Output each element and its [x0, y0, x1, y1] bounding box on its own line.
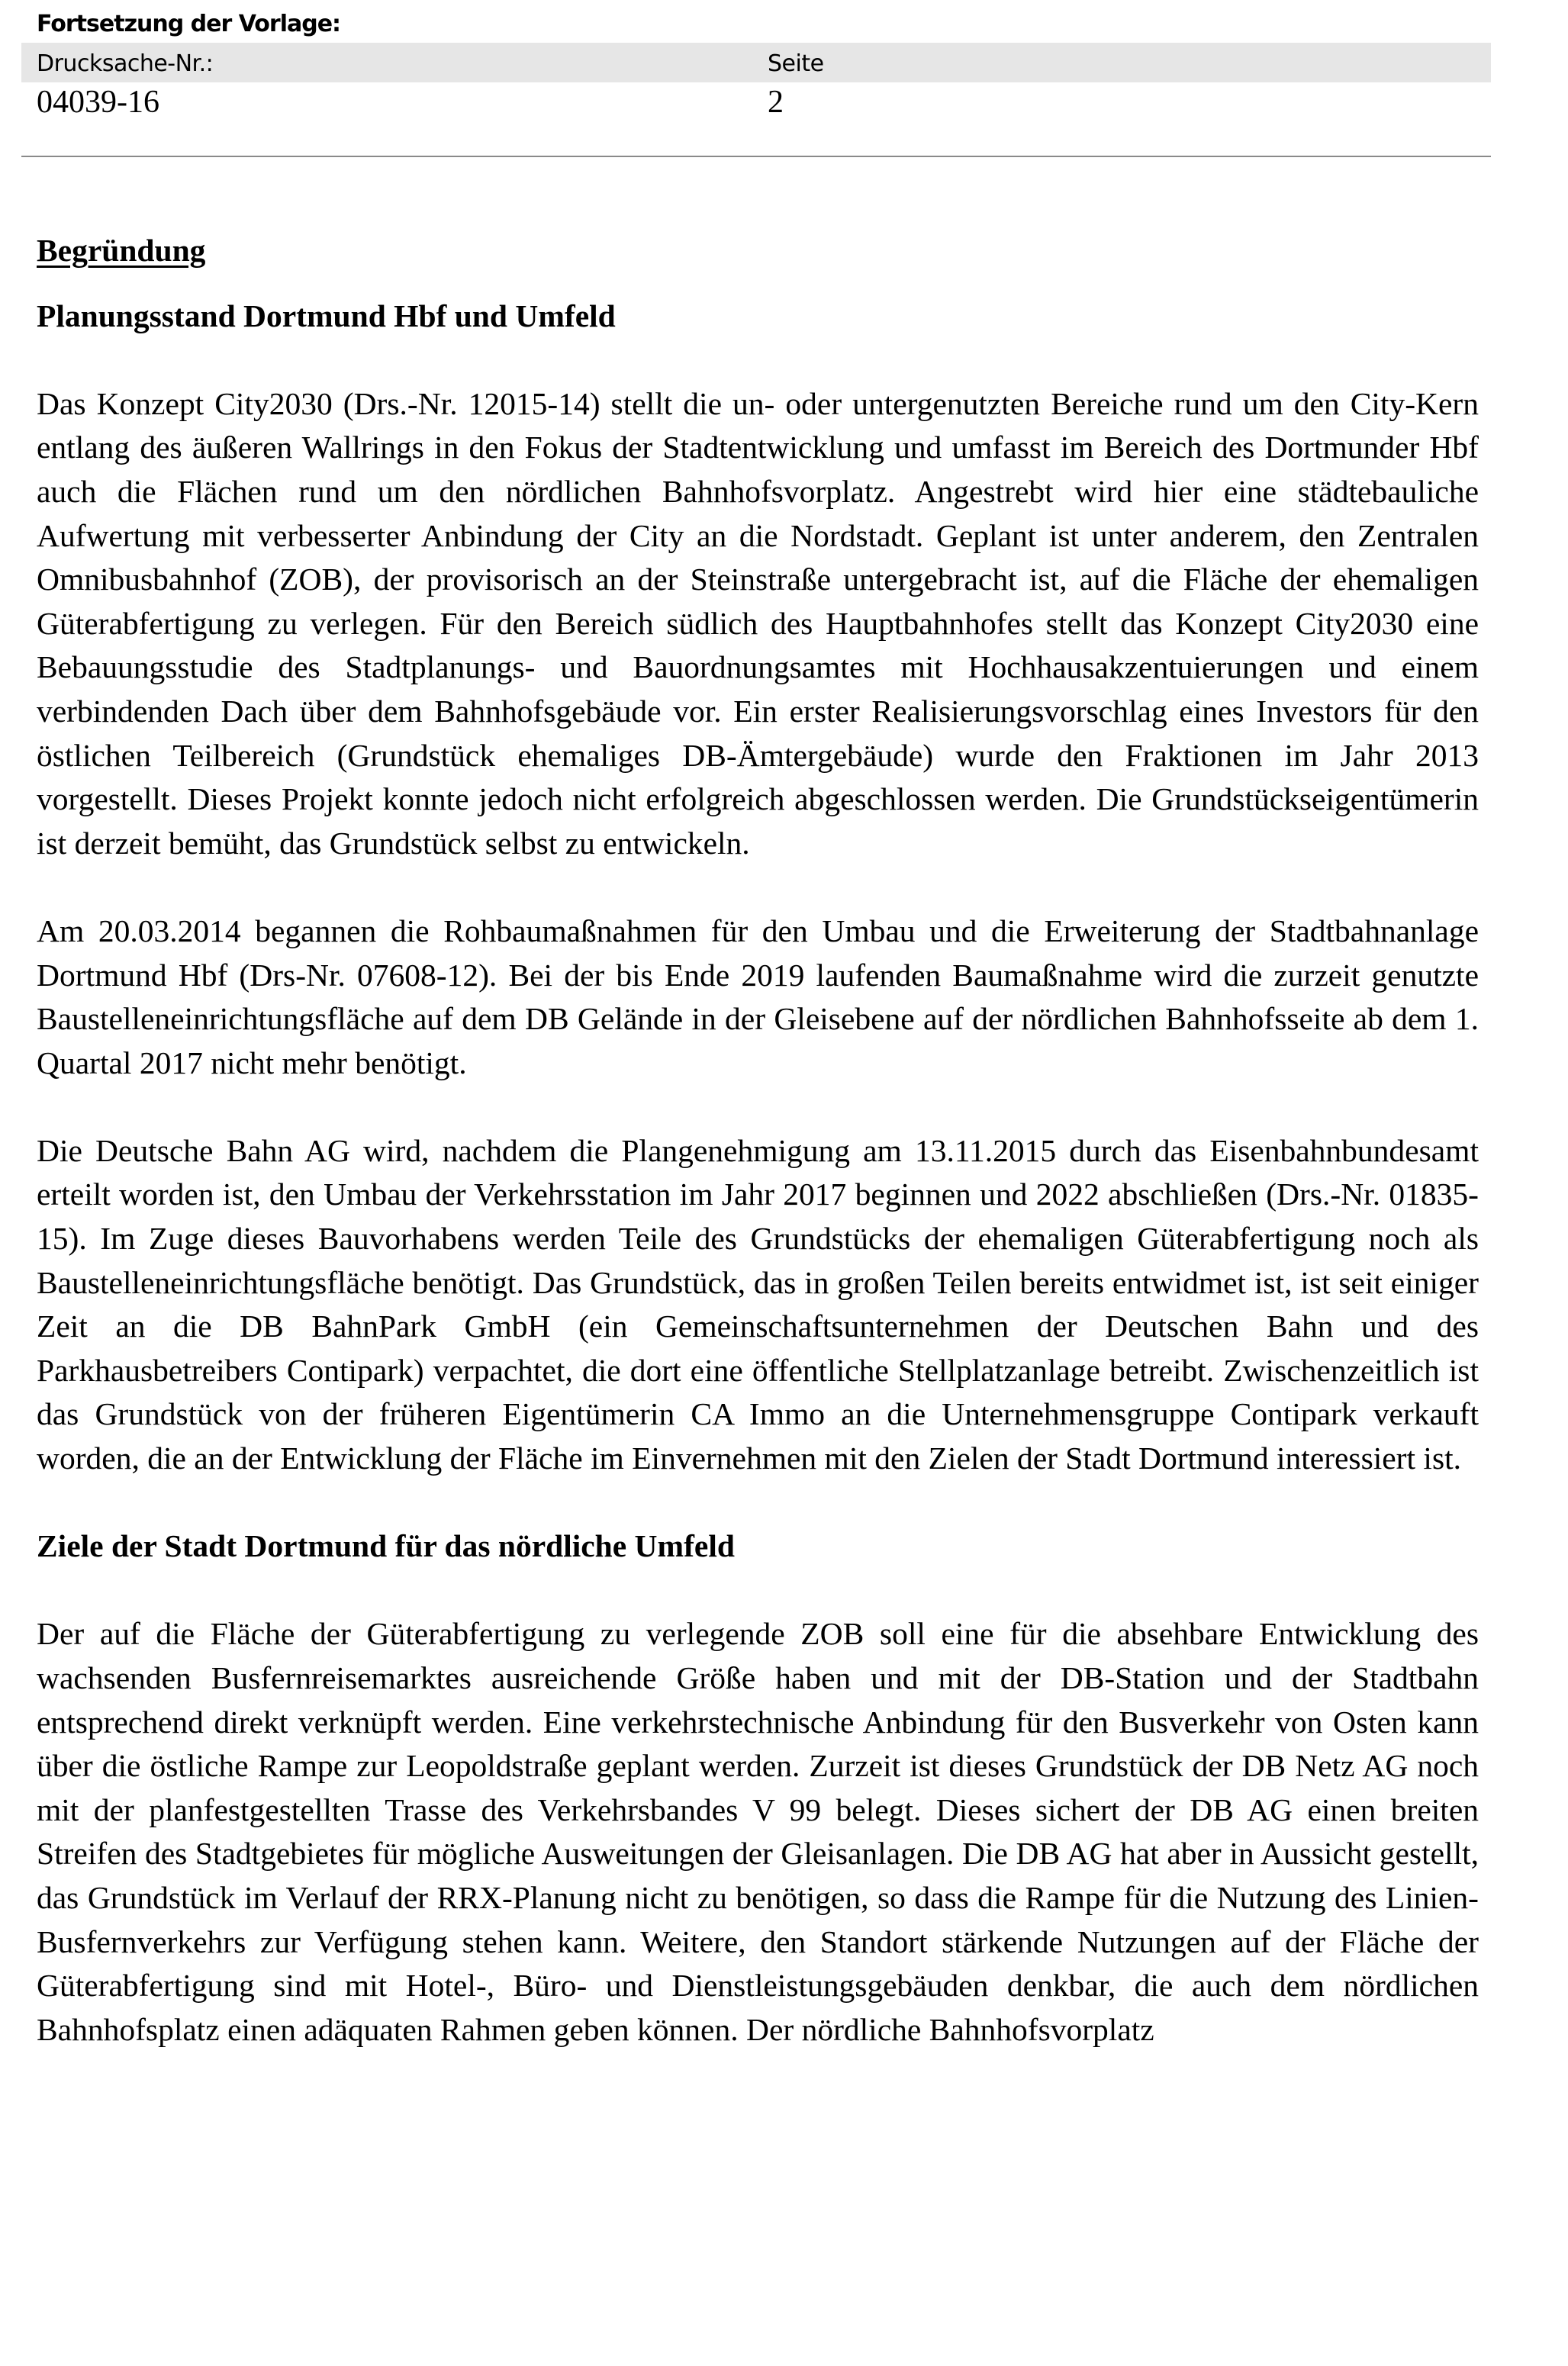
paragraph-stadtbahn: Am 20.03.2014 begannen die Rohbaumaßnahmen für den Umbau und die Erweiterung der Stadtbahnanlage Dortmund Hbf (Drs-Nr. 07608-12). Bei der bis Ende 2019 laufenden Baumaßnahme wird die zurzeit genutzte Baustelleneinrichtungsfläche auf dem DB Gelände in der Gleisebene auf der nördlichen Bahnhofsseite ab dem 1. Quartal 2017 nicht mehr benötigt. — [37, 913, 1479, 1080]
drucksache-number: 04039-16 — [37, 85, 159, 120]
paragraph-city2030: Das Konzept City2030 (Drs.-Nr. 12015-14) stellt die un- oder untergenutzten Bereiche rund um den City-Kern entlang des äußeren Wallrings in den Fokus der Stadtentwicklung und umfasst im Bereich des Dortmunder Hbf auch die Flächen rund um den nördlichen Bahnhofsvorplatz. Angestrebt wird hier eine städtebauliche Aufwertung mit verbesserter Anbindung der City an die Nordstadt. Geplant ist unter anderem, den Zentralen Omnibusbahnhof (ZOB), der provisorisch an der Steinstraße untergebracht ist, auf die Fläche der ehemaligen Güterabfertigung zu verlegen. Für den Bereich südlich des Hauptbahnhofes stellt das Konzept City2030 eine Bebauungsstudie des Stadtplanungs- und Bauordnungsamtes mit Hochhausakzentuierungen und einem verbindenden Dach über dem Bahnhofsgebäude vor. Ein erster Realisierungsvorschlag eines Investors für den östlichen Teilbereich (Grundstück ehemaliges DB-Ämtergebäude) wurde den Fraktionen im Jahr 2013 vorgestellt. Dieses Projekt konnte jedoch nicht erfolgreich abgeschlossen werden. Die Grundstückseigentümerin ist derzeit bemüht, das Grundstück selbst zu entwickeln. — [37, 385, 1479, 861]
heading-planungsstand: Planungsstand Dortmund Hbf und Umfeld — [37, 298, 616, 333]
heading-begruendung: Begründung — [37, 233, 206, 268]
header-divider — [21, 156, 1491, 157]
page-number: 2 — [768, 85, 784, 120]
drucksache-label: Drucksache-Nr.: — [37, 50, 214, 77]
paragraph-deutsche-bahn: Die Deutsche Bahn AG wird, nachdem die Plangenehmigung am 13.11.2015 durch das Eisenbahnbundesamt erteilt worden ist, den Umbau der Verkehrsstation im Jahr 2017 beginnen und 2022 abschließen (Drs.-Nr. 01835-15). Im Zuge dieses Bauvorhabens werden Teile des Grundstücks der ehemaligen Güterabfertigung noch als Baustelleneinrichtungsfläche benötigt. Das Grundstück, das in großen Teilen bereits entwidmet ist, ist seit einiger Zeit an die DB BahnPark GmbH (ein Gemeinschaftsunternehmen der Deutschen Bahn und des Parkhausbetreibers Contipark) verpachtet, die dort eine öffentliche Stellplatzanlage betreibt. Zwischenzeitlich ist das Grundstück von der früheren Eigentümerin CA Immo an die Unternehmensgruppe Contipark verkauft worden, die an der Entwicklung der Fläche im Einvernehmen mit den Zielen der Stadt Dortmund interessiert ist. — [37, 1132, 1479, 1476]
header-band — [21, 43, 1491, 82]
paragraph-zob: Der auf die Fläche der Güterabfertigung zu verlegende ZOB soll eine für die absehbare Entwicklung des wachsenden Busfernreisemarktes ausreichende Größe haben und mit der DB-Station und der Stadtbahn entsprechend direkt verknüpft werden. Eine verkehrstechnische Anbindung für den Busverkehr von Osten kann über die östliche Rampe zur Leopoldstraße geplant werden. Zurzeit ist dieses Grundstück der DB Netz AG noch mit der planfestgestellten Trasse des Verkehrsbandes V 99 belegt. Dieses sichert der DB AG einen breiten Streifen des Stadtgebietes für mögliche Ausweitungen der Gleisanlagen. Die DB AG hat aber in Aussicht gestellt, das Grundstück im Verlauf der RRX-Planung nicht zu benötigen, so dass die Rampe für die Nutzung des Linien-Busfernverkehrs zur Verfügung stehen kann. Weitere, den Standort stärkende Nutzungen auf der Fläche der Güterabfertigung sind mit Hotel-, Büro- und Dienstleistungsgebäuden denkbar, die auch dem nördlichen Bahnhofsplatz einen adäquaten Rahmen geben können. Der nördliche Bahnhofsvorplatz — [37, 1616, 1479, 2047]
document-body — [37, 229, 1479, 2052]
header-title: Fortsetzung der Vorlage: — [37, 11, 341, 37]
seite-label: Seite — [768, 50, 824, 77]
heading-ziele: Ziele der Stadt Dortmund für das nördliche Umfeld — [37, 1528, 735, 1564]
